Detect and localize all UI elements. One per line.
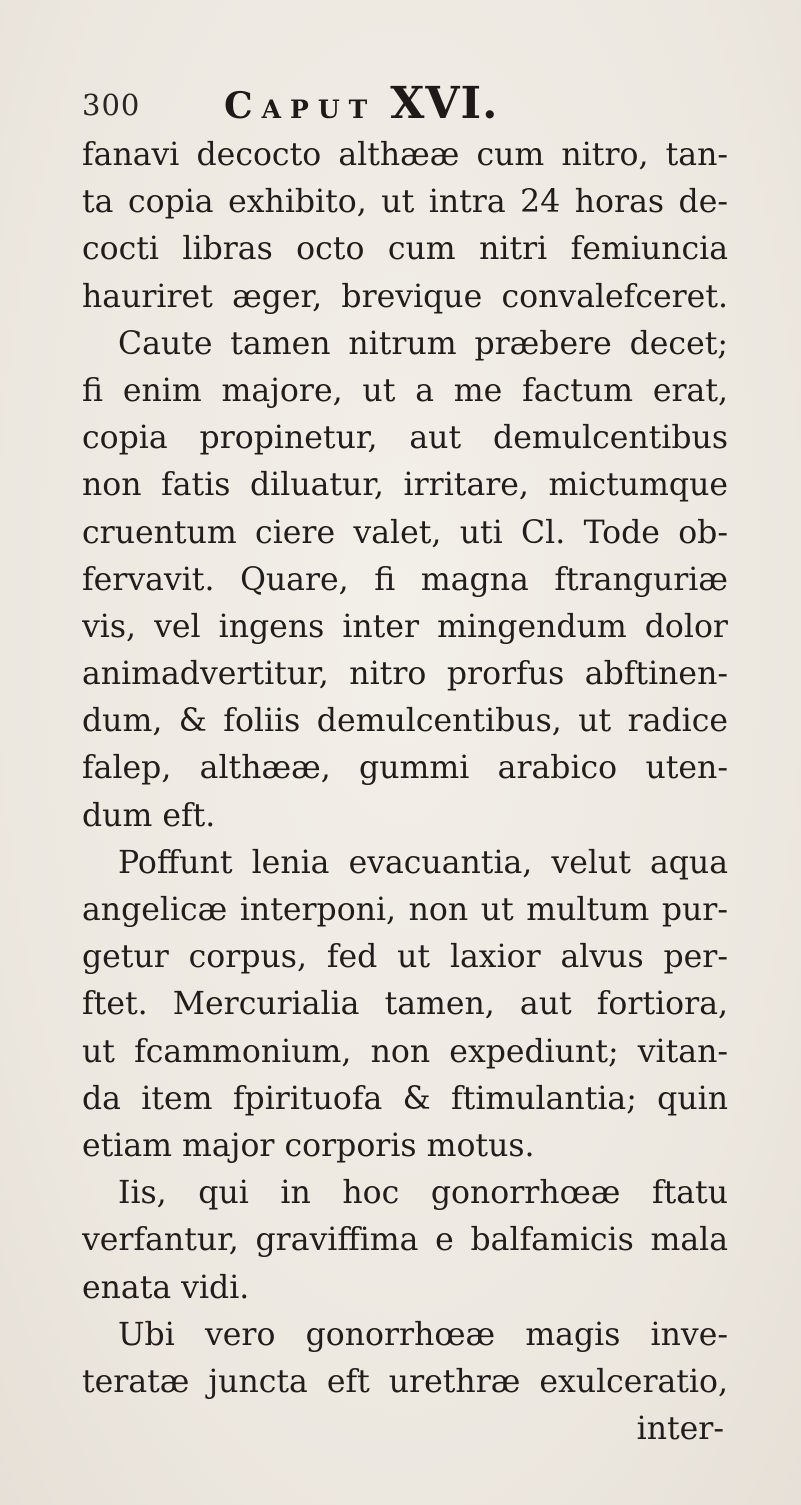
running-head-chapter-number: XVI. <box>390 78 499 129</box>
text-line: fanavi decocto althææ cum nitro, tan- <box>82 137 728 173</box>
text-line: animadvertitur, nitro prorfus abftinen- <box>82 656 728 693</box>
catchword: inter- <box>636 1411 724 1448</box>
body-text <box>82 132 728 1453</box>
paragraph-end-line: etiam major corporis motus. <box>82 1127 535 1164</box>
paragraph-start-line: Caute tamen nitrum præbere decet; <box>118 325 728 362</box>
text-line: hauriret æger, brevique convalefceret. <box>82 278 728 315</box>
running-head-caput: Caput <box>224 85 377 127</box>
text-line: teratæ juncta eft urethræ exulceratio, <box>82 1363 728 1400</box>
page-header <box>82 78 742 128</box>
text-line: fervavit. Quare, fi magna ftranguriæ <box>82 561 728 598</box>
paragraph-end-line: dum eft. <box>82 797 216 834</box>
text-line: cocti libras octo cum nitri femiuncia <box>82 231 728 268</box>
text-line: falep, althææ, gummi arabico uten- <box>82 750 728 787</box>
text-line: ftet. Mercurialia tamen, aut fortiora, <box>82 986 728 1023</box>
text-line: non fatis diluatur, irritare, mictumque <box>82 467 728 504</box>
running-head <box>224 78 498 129</box>
text-line: getur corpus, fed ut laxior alvus per- <box>82 939 728 976</box>
paragraph-end-line: enata vidi. <box>82 1269 250 1306</box>
text-line: da item fpirituofa & ftimulantia; quin <box>82 1080 728 1117</box>
paragraph-start-line: Ubi vero gonorrhœæ magis inve- <box>118 1316 728 1353</box>
text-line: ut fcammonium, non expediunt; vitan- <box>82 1033 728 1070</box>
text-line: fi enim majore, ut a me factum erat, <box>82 372 728 409</box>
text-line: dum, & foliis demulcentibus, ut radice <box>82 703 728 740</box>
page-number: 300 <box>82 88 141 122</box>
text-line: angelicæ interponi, non ut multum pur- <box>82 892 728 928</box>
text-line: cruentum ciere valet, uti Cl. Tode ob- <box>82 514 728 551</box>
text-line: vis, vel ingens inter mingendum dolor <box>82 608 728 645</box>
text-line: copia propinetur, aut demulcentibus <box>82 420 728 457</box>
paragraph-start-line: Iis, qui in hoc gonorrhœæ ftatu <box>118 1175 728 1212</box>
text-line: verfantur, graviffima e balfamicis mala <box>82 1222 728 1259</box>
text-line: ta copia exhibito, ut intra 24 horas de- <box>82 184 728 221</box>
paragraph-start-line: Poffunt lenia evacuantia, velut aqua <box>118 844 728 881</box>
